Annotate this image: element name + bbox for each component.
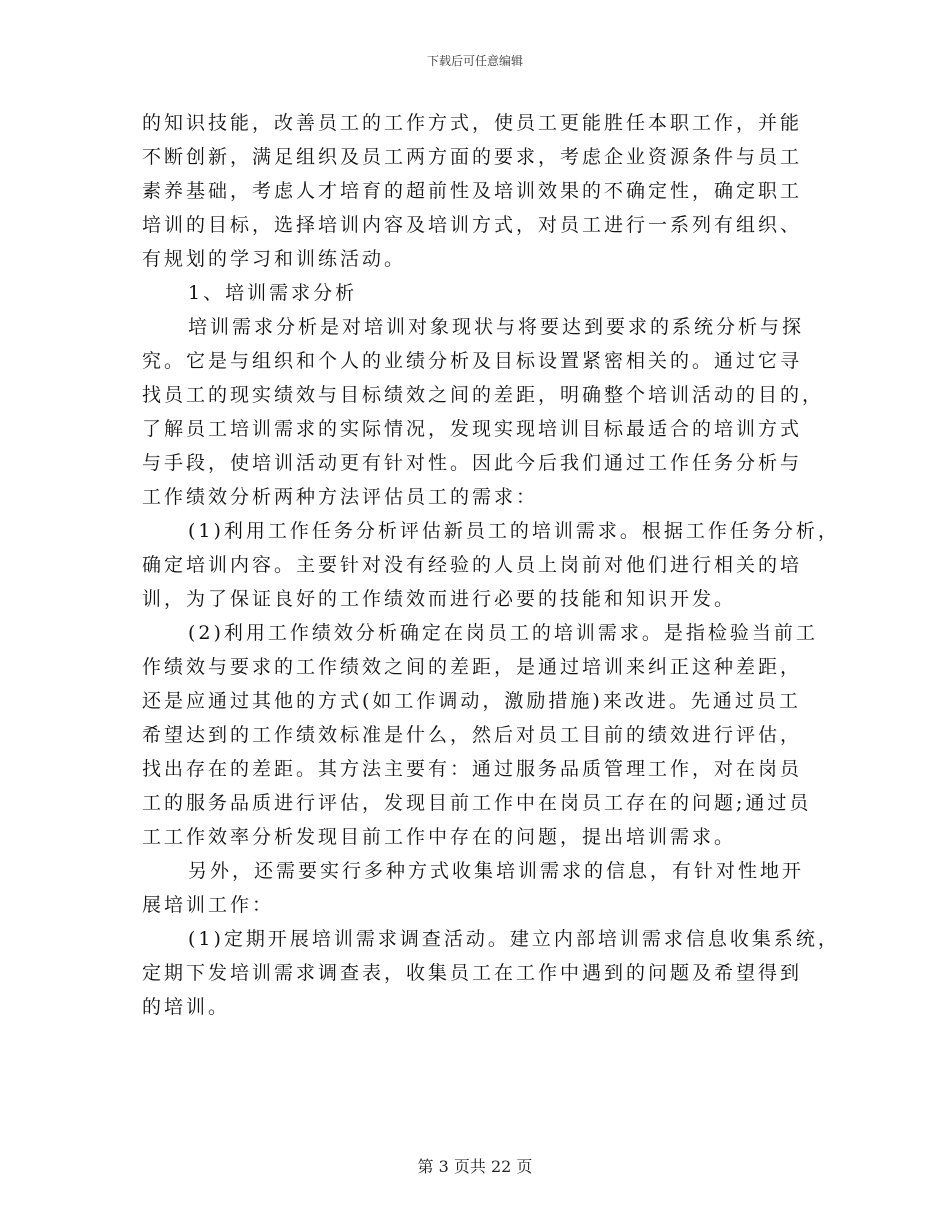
text-line: (1)利用工作任务分析评估新员工的培训需求。根据工作任务分析， [188,520,840,542]
text-line: 希望达到的工作绩效标准是什么，然后对员工目前的绩效进行评估， [142,724,803,746]
page-header: 下载后可任意编辑 [426,54,523,68]
text-line: 与手段，使培训活动更有针对性。因此今后我们通过工作任务分析与 [142,452,803,474]
text-line: 找出存在的差距。其方法主要有：通过服务品质管理工作，对在岗员 [142,758,803,780]
text-line: 定期下发培训需求调查表，收集员工在工作中遇到的问题及希望得到 [142,962,803,984]
text-line: 工的服务品质进行评估，发现目前工作中在岗员工存在的问题;通过员 [142,792,812,814]
text-line: 了解员工培训需求的实际情况，发现实现培训目标最适合的培训方式 [142,418,803,440]
text-line: (2)利用工作绩效分析确定在岗员工的培训需求。是指检验当前工 [188,622,818,644]
text-line: 培训的目标，选择培训内容及培训方式，对员工进行一系列有组织、 [142,214,803,236]
text-line: 工工作效率分析发现目前工作中存在的问题，提出培训需求。 [142,826,737,848]
text-line: 的培训。 [142,996,231,1018]
text-line: 确定培训内容。主要针对没有经验的人员上岗前对他们进行相关的培 [142,554,803,576]
text-line: 展培训工作： [142,894,275,916]
document-body [142,106,840,1024]
text-line: 有规划的学习和训练活动。 [142,248,407,270]
text-line: 的知识技能，改善员工的工作方式，使员工更能胜任本职工作，并能 [142,112,803,134]
text-line: 训，为了保证良好的工作绩效而进行必要的技能和知识开发。 [142,588,737,610]
text-line: 另外，还需要实行多种方式收集培训需求的信息，有针对性地开 [188,860,805,882]
text-line: 究。它是与组织和个人的业绩分析及目标设置紧密相关的。通过它寻 [142,350,803,372]
text-line: 找员工的现实绩效与目标绩效之间的差距，明确整个培训活动的目的， [142,384,825,406]
text-line: 1、培训需求分析 [188,282,358,304]
text-line: 培训需求分析是对培训对象现状与将要达到要求的系统分析与探 [188,316,805,338]
text-line: 还是应通过其他的方式(如工作调动，激励措施)来改进。先通过员工 [142,690,801,712]
text-line: 工作绩效分析两种方法评估员工的需求： [142,486,539,508]
text-line: (1)定期开展培训需求调查活动。建立内部培训需求信息收集系统， [188,928,840,950]
text-line: 作绩效与要求的工作绩效之间的差距，是通过培训来纠正这种差距， [142,656,803,678]
page-footer: 第 3 页共 22 页 [417,1157,533,1176]
text-line: 不断创新，满足组织及员工两方面的要求，考虑企业资源条件与员工 [142,146,803,168]
text-line: 素养基础，考虑人才培育的超前性及培训效果的不确定性，确定职工 [142,180,803,202]
